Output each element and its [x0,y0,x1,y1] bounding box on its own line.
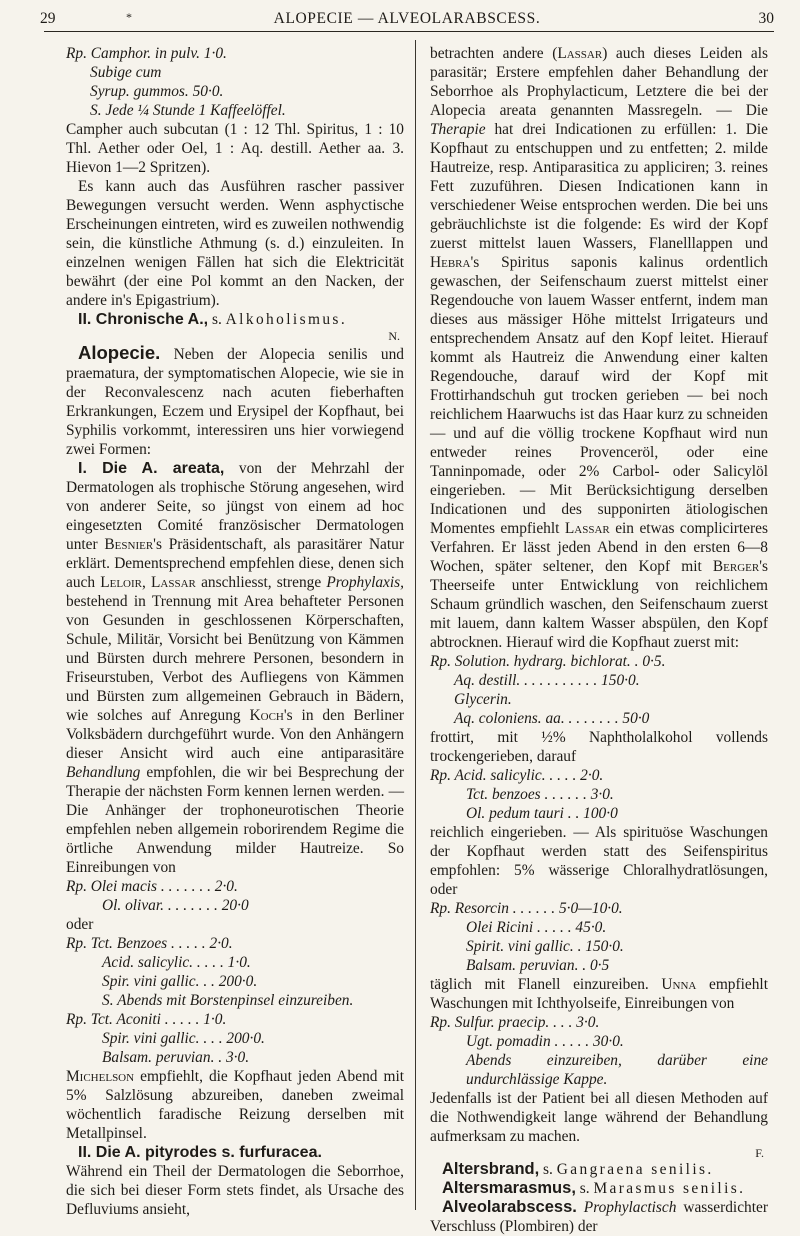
paragraph-text: 's Theerseife unter Entwicklung von reichlichem Schaum gründlich waschen, den Seifenschaum zuerst mit lauem, dann kaltem Wasser abspülen, den Kopf abtrocknen. Hierauf wird die Kopfhaut zuerst mit: [430,558,768,651]
printer-mark: * [126,10,132,24]
subentry-heading: II. Die A. pityrodes s. furfuracea. [78,1144,322,1161]
emphasis: Behandlung [66,764,141,781]
running-header [40,8,774,30]
paragraph-text: 's Präsidentschaft, als parasitärer Natur erklärt. Dementsprechend empfehlen diese, denen sich auch [66,536,404,591]
prescription-line: Ol. pedum tauri . . 100·0 [466,805,618,822]
entry-keyword: Altersbrand, [442,1160,540,1178]
entry-keyword: Altersmarasmus, [442,1179,576,1197]
paragraph-text: wasserdichter Verschluss (Plombiren) der [430,1199,768,1235]
paragraph: Während ein Theil der Dermatologen die Seborrhoe, die sich bei dieser Form stets findet, als Ursache des Defluviums ansieht, [66,1163,404,1218]
cross-reference-marker: s. [543,1161,553,1178]
paragraph-text: 's in den Berliner Volksbädern durchgeführt wurde. Von den Anhängern dieser Ansicht wird auch eine antiparasitäre [66,707,404,762]
person-name: Lassar [151,574,196,591]
person-name: Lassar [557,45,603,62]
prescription-line: Olei Ricini . . . . . 45·0. [466,919,607,936]
cross-reference-link[interactable]: Alkoholismus. [225,311,348,328]
paragraph: reichlich eingerieben. — Als spirituöse Waschungen der Kopfhaut werden statt des Seifenspiritus empfohlen: 5% wässerige Chloralhydratlösungen, oder [430,824,768,898]
emphasis: Prophylaxis, [326,574,404,591]
running-title: ALOPECIE — ALVEOLARABSCESS. [273,10,541,27]
emphasis: Therapie [430,121,486,138]
prescription-line: Rp. Tct. Benzoes . . . . . 2·0. [66,935,233,952]
paragraph-text: 's Spiritus saponis kalinus ordentlich gewaschen, der Seifenschaum zuerst mittelst einer Regendouche von lauem Wasser entfernt, indem man dieses aus mässiger Höhe mittelst Irrigateurs und entsprechendem Ansatz auf den Kopf leitet. Hierauf kommt als Hautreiz die Anwendung einer kalten Regendouche, darauf wird der Kopf mit Frottirhandschuh gut trocken gerieben — bei noch reichlichem Haarwuchs ist das Haar kurz zu schneiden — und auf die völlig trockene Kopfhaut wird nun entweder reines Provenceröl, oder eine Tanninpomade, oder 2% Carbol- oder Salicylöl eingerieben. — Mit Berücksichtigung derselben Indicationen und des supponirten ätiologischen Momentes empfiehlt [430,254,768,537]
cross-reference-marker: s. [579,1180,590,1197]
prescription-line: Ol. olivar. . . . . . . . 20·0 [102,897,249,914]
entry-keyword: Alopecie. [78,342,161,363]
prescription-line: Rp. Olei macis . . . . . . . 2·0. [66,878,238,895]
paragraph-text: täglich mit Flanell einzureiben. [430,976,649,993]
person-name: Michelson [66,1068,135,1085]
prescription-line: Rp. Resorcin . . . . . . 5·0—10·0. [430,900,623,917]
paragraph-text: ein etwas complicirteres Verfahren. Er lässt jeden Abend in den ersten 6—8 Wochen, später seltener, den Kopf mit [430,520,768,575]
prescription-line: Abends einzureiben, darüber eine undurchlässige Kappe. [466,1052,768,1088]
person-name: Leloir [100,574,143,591]
prescription-line: Rp. Sulfur. praecip. . . . 3·0. [430,1014,600,1031]
prescription-line: Rp. Solution. hydrarg. bichlorat. . 0·5. [430,653,666,670]
paragraph-text: , [142,574,146,591]
entry-alveolarabscess [430,1198,768,1236]
prescription-line: Subige cum [90,64,162,81]
prescription-line: Balsam. peruvian. . 3·0. [102,1049,250,1066]
prescription-line: Acid. salicylic. . . . . 1·0. [102,954,251,971]
prescription-line: Syrup. gummos. 50·0. [90,83,224,100]
paragraph-text: empfohlen, die wir bei Besprechung der Therapie der nächsten Form kennen lernen werden. — Die Anhänger der trophoneurotischen Theorie empfehlen neben allgemein roborirendem Regime die örtliche Anwendung milder Hautreize. So Einreibungen von [66,764,404,876]
conjunction: oder [66,916,94,933]
right-column [430,44,768,1236]
page-number-left: 29 [40,10,56,27]
paragraph-text: betrachten andere ( [430,45,558,62]
subentry-heading: II. Chronische A., [78,311,209,328]
cross-reference-link[interactable]: Gangraena senilis. [556,1161,714,1178]
cross-reference-marker: s. [211,311,222,328]
entry-keyword: Alveolarabscess. [442,1198,577,1216]
emphasis: Prophylactisch [583,1199,677,1216]
paragraph: Jedenfalls ist der Patient bei all diesen Methoden auf die Nothwendigkeit lange während der Behandlung aufmerksam zu machen. [430,1090,768,1145]
paragraph-text: hat drei Indicationen zu erfüllen: 1. Die Kopfhaut zu entschuppen und zu entfetten; 2. milde Hautreize, resp. Antiparasitica zu appliciren; 3. reines Fett zuzuführen. Diesen Indicationen kann in verschiedener Weise entsprochen werden. Die bei uns gebräuchlichste ist die folgende: Es wird der Kopf zuerst mittelst lauen Wassers, Flanelllappen und [430,121,768,252]
prescription-line: Tct. benzoes . . . . . . 3·0. [466,786,614,803]
person-name: Unna [661,976,697,993]
prescription-line: S. Abends mit Borstenpinsel einzureiben. [102,992,354,1009]
header-rule [44,31,774,32]
person-name: Koch [249,707,284,724]
paragraph-text: empfiehlt, die Kopfhaut jeden Abend mit 5% Salzlösung abzureiben, daneben zweimal wöchentlich faradische Reizung derselben mit Metallpinsel. [66,1068,404,1142]
paragraph [430,44,768,652]
subentry-pityrodes [66,1143,404,1162]
prescription-line: Glycerin. [454,691,512,708]
prescription-line: Ugt. pomadin . . . . . 30·0. [466,1033,624,1050]
column-divider [415,40,416,1210]
left-column [66,44,404,1219]
prescription-line: Spirit. vini gallic. . 150·0. [466,938,624,955]
prescription-line: Spir. vini gallic. . . 200·0. [102,973,258,990]
prescription-line: Rp. Camphor. in pulv. 1·0. [66,45,227,62]
cross-reference-link[interactable]: Marasmus senilis. [593,1180,746,1197]
person-name: Lassar [564,520,610,537]
paragraph [430,975,768,1013]
person-name: Hebra [430,254,471,271]
subentry-heading: I. Die A. areata, [78,460,225,477]
prescription-line: Spir. vini gallic. . . . 200·0. [102,1030,265,1047]
paragraph: Es kann auch das Ausführen rascher passiver Bewegungen versucht werden. Wenn asphyctische Erscheinungen eintreten, wird es zuweilen nothwendig sein, die künstliche Athmung (s. d.) einzuleiten. In einzelnen wenigen Fällen hat sich die Elektricität bewährt (der eine Pol kommt an den Nacken, der andere in's Epigastrium). [66,178,404,309]
prescription-line: S. Jede ¼ Stunde 1 Kaffeelöffel. [90,102,286,119]
subentry-chronische [66,310,404,329]
paragraph [66,1067,404,1143]
author-signature: F. [755,1146,764,1160]
prescription-line: Balsam. peruvian. . 0·5 [466,957,610,974]
entry-alopecie [66,343,404,459]
page-number-right: 30 [758,10,774,27]
paragraph-text: anschliesst, strenge [201,574,322,591]
paragraph: frottirt, mit ½% Naphtholalkohol vollends trockengerieben, darauf [430,729,768,765]
entry-altersmarasmus [430,1179,768,1198]
person-name: Berger [712,558,760,575]
prescription-line: Rp. Tct. Aconiti . . . . . 1·0. [66,1011,227,1028]
prescription-line: Aq. destill. . . . . . . . . . . 150·0. [454,672,640,689]
person-name: Besnier [104,536,154,553]
prescription-line: Rp. Acid. salicylic. . . . . 2·0. [430,767,604,784]
subentry-areata [66,459,404,877]
entry-altersbrand [430,1160,768,1179]
paragraph-text: bestehend in Trennung mit Area behafteter Personen von Gesunden in geschlossenen Körperschaften, Schule, Militär, Vorsicht bei Benützung von Kämmen und Bürsten durch mehrere Personen, besondern in Friseurstuben, Verbot des Aufliegens von Kämmen und Bürsten zum allgemeinen Gebrauch in Bädern, wie solches auf Anregung [66,593,404,724]
paragraph: Campher auch subcutan (1 : 12 Thl. Spiritus, 1 : 10 Thl. Aether oder Oel, 1 : Aq. destill. Aether aa. 3. Hievon 1—2 Spritzen). [66,121,404,176]
paragraph-text: empfiehlt Waschungen mit Ichthyolseife, Einreibungen von [430,976,768,1012]
paragraph-text: von der Mehrzahl der Dermatologen als trophische Störung angesehen, wird von anderer Seite, so jüngst von einem ad hoc eingesetzten Comité französischer Dermatologen unter [66,460,404,553]
paragraph-text: ) auch dieses Leiden als parasitär; Erstere empfehlen daher Behandlung der Seborrhoe als Prophylacticum, Letztere die bei der Alopecia areata genannten Massregeln. — Die [430,45,769,119]
paragraph-text: Neben der Alopecia senilis und praematura, der symptomatischen Alopecie, wie sie in der Reconvalescenz nach acuten fieberhaften Erkrankungen, Eczem und Erysipel der Kopfhaut, bei Syphilis vorkommt, interessiren uns hier vorwiegend zwei Formen: [66,346,404,458]
author-signature: N. [388,329,400,343]
prescription-line: Aq. coloniens. aa. . . . . . . . 50·0 [454,710,650,727]
